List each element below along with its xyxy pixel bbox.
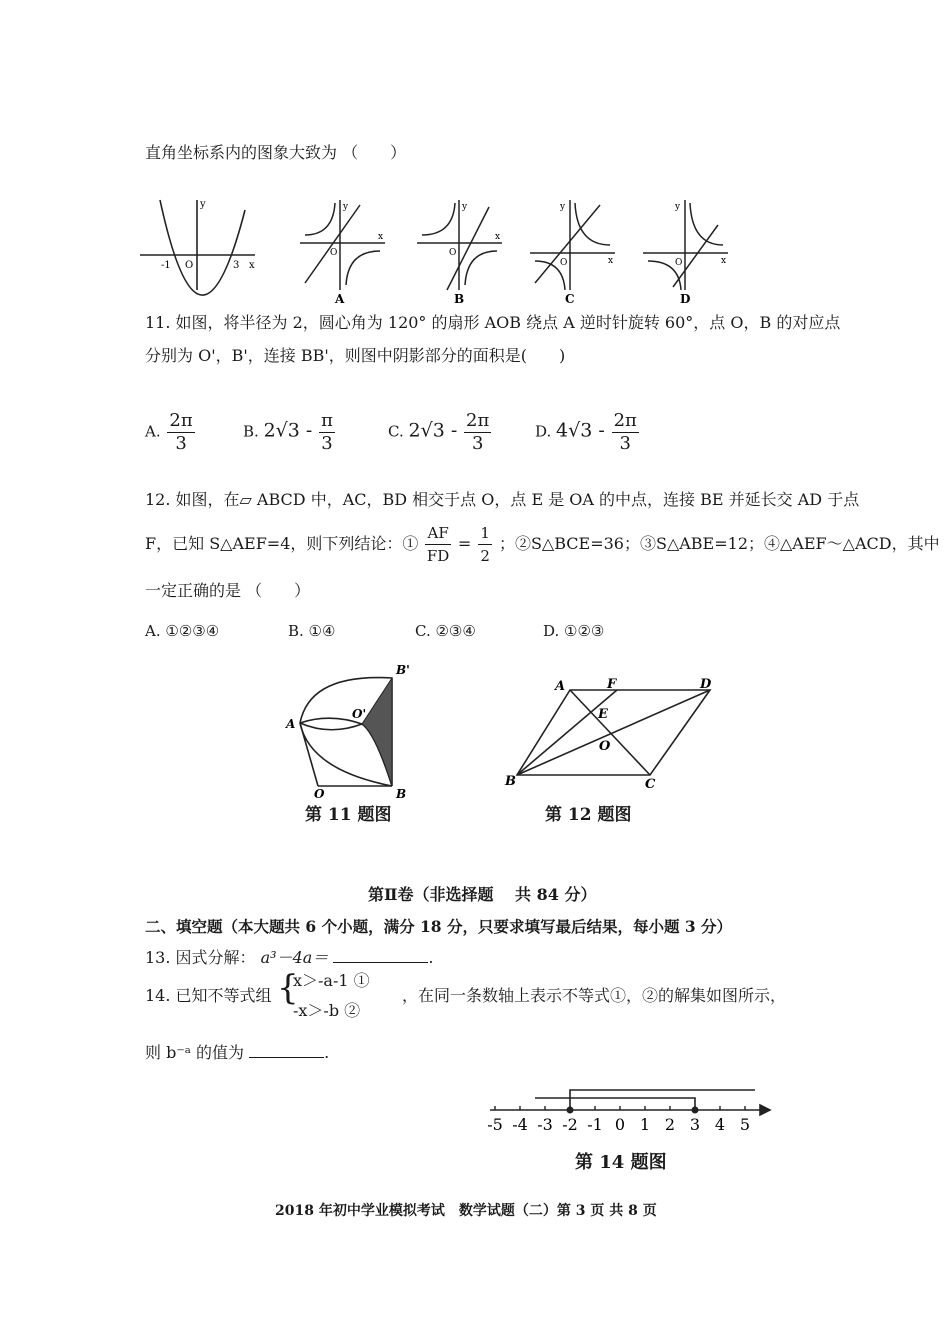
q11-line1: 11. 如图，将半径为 2，圆心角为 120° 的扇形 AOB 绕点 A 逆时针旋转 60°，点 O，B 的对应点 bbox=[145, 313, 841, 332]
fig11-label-b: B bbox=[396, 787, 407, 798]
fig11-shaded-region bbox=[362, 678, 392, 786]
option-a-label: A bbox=[335, 292, 345, 306]
fig11-label-o-prime: O' bbox=[352, 707, 367, 721]
q11-b-pre: 2√3 - bbox=[263, 419, 313, 442]
q12-option-a: A. ①②③④ bbox=[145, 622, 220, 640]
fig11-caption: 第 11 题图 bbox=[305, 805, 392, 825]
q13-text: 13. 因式分解： bbox=[145, 948, 256, 967]
q11-option-c bbox=[388, 410, 493, 455]
fig12-caption: 第 12 题图 bbox=[545, 805, 632, 825]
number-line-tick-label: 1 bbox=[639, 1115, 651, 1134]
q10-graphs bbox=[135, 195, 735, 310]
option-a-origin: O bbox=[330, 248, 338, 258]
q13-expr: a³－4a＝ bbox=[260, 948, 329, 967]
q14-line2-end: . bbox=[324, 1043, 330, 1062]
q12-eq: = bbox=[457, 534, 472, 553]
option-a-x: x bbox=[378, 232, 384, 242]
option-c-origin: O bbox=[560, 258, 568, 268]
q14-answer-blank[interactable] bbox=[249, 1043, 324, 1058]
option-b-y: y bbox=[462, 202, 468, 212]
option-c-x: x bbox=[608, 256, 614, 266]
q11-a-den: 3 bbox=[175, 433, 187, 454]
fig12-label-f: F bbox=[607, 677, 617, 692]
q14-line2 bbox=[145, 1040, 329, 1063]
number-line-tick-label: -3 bbox=[537, 1115, 553, 1134]
fig12-label-o: O bbox=[599, 739, 611, 754]
option-d-x: x bbox=[721, 256, 727, 266]
fig14-caption: 第 14 题图 bbox=[575, 1152, 667, 1173]
q11-d-pre: 4√3 - bbox=[556, 419, 605, 442]
option-a-graph bbox=[300, 200, 385, 306]
q12-line3: 一定正确的是 （ ） bbox=[145, 581, 311, 600]
given-x-label: x bbox=[249, 260, 255, 271]
fig12-label-e: E bbox=[598, 707, 608, 722]
q11-b-den: 3 bbox=[321, 433, 333, 454]
fig11-label-b-prime: B' bbox=[396, 663, 410, 677]
number-line-tick-label: 5 bbox=[739, 1115, 751, 1134]
given-origin-label: O bbox=[185, 260, 194, 271]
q11-d-den: 3 bbox=[619, 433, 631, 454]
q12-frac2-den: 2 bbox=[480, 547, 490, 565]
q12-line2-post: ；②S△BCE=36；③S△ABE=12；④△AEF～△ACD，其中 bbox=[498, 534, 940, 553]
given-3-label: 3 bbox=[233, 260, 240, 271]
number-line-tick-label: -5 bbox=[487, 1115, 503, 1134]
number-line-tick-label: -4 bbox=[512, 1115, 528, 1134]
option-d-origin: O bbox=[675, 258, 683, 268]
option-c-label: C bbox=[565, 292, 575, 306]
set2-bracket bbox=[535, 1098, 695, 1110]
given-y-label: y bbox=[200, 199, 206, 210]
q11-a-num: 2π bbox=[169, 410, 193, 431]
q11-d-num: 2π bbox=[613, 410, 637, 431]
given-parabola-graph bbox=[140, 200, 255, 295]
number-line-tick-label: 2 bbox=[664, 1115, 676, 1134]
q12-line2 bbox=[145, 522, 940, 567]
option-d-y: y bbox=[675, 202, 681, 212]
q14-ineq1: x＞-a-1 ① bbox=[293, 971, 370, 990]
number-line-tick-label: -1 bbox=[587, 1115, 603, 1134]
number-line-arrow bbox=[760, 1105, 770, 1115]
q12-option-d: D. ①②③ bbox=[543, 622, 605, 640]
fig14-number-line bbox=[480, 1078, 780, 1138]
q11-c-num: 2π bbox=[466, 410, 490, 431]
q13-answer-blank[interactable] bbox=[333, 948, 428, 963]
set2-endpoint bbox=[692, 1107, 699, 1114]
q11-b-label: B. bbox=[243, 422, 259, 441]
number-line-tick-label: -2 bbox=[562, 1115, 578, 1134]
option-c-y: y bbox=[560, 202, 566, 212]
q14-line2-text: 则 b⁻ᵃ 的值为 bbox=[145, 1043, 245, 1062]
q11-c-label: C. bbox=[388, 422, 404, 441]
option-b-graph bbox=[417, 200, 502, 306]
fig11-diagram bbox=[280, 658, 420, 798]
option-c-graph bbox=[530, 200, 615, 306]
q13-end: . bbox=[428, 948, 434, 967]
option-b-label: B bbox=[454, 292, 465, 306]
q12-line2-pre: F，已知 S△AEF=4，则下列结论：① bbox=[145, 534, 419, 553]
q11-option-b bbox=[243, 410, 337, 455]
q11-line2: 分别为 O'，B'，连接 BB'，则图中阴影部分的面积是( ) bbox=[145, 346, 566, 365]
q11-c-den: 3 bbox=[471, 433, 484, 454]
number-line-tick-label: 0 bbox=[614, 1115, 626, 1134]
q12-line1: 12. 如图，在▱ ABCD 中，AC，BD 相交于点 O，点 E 是 OA 的中点，连接 BE 并延长交 AD 于点 bbox=[145, 490, 860, 509]
set1-bracket bbox=[570, 1090, 755, 1110]
q11-option-d bbox=[535, 410, 641, 455]
q14-ineq2: -x＞-b ② bbox=[293, 1001, 361, 1020]
page-footer: 2018 年初中学业模拟考试 数学试题（二）第 3 页 共 8 页 bbox=[275, 1203, 657, 1219]
q11-b-num: π bbox=[321, 410, 333, 431]
option-b-origin: O bbox=[449, 248, 457, 258]
q12-frac1-den: FD bbox=[426, 547, 450, 565]
q12-option-c: C. ②③④ bbox=[415, 622, 476, 640]
q11-c-pre: 2√3 - bbox=[408, 419, 458, 442]
q11-option-a bbox=[145, 410, 197, 455]
fig12-label-b: B bbox=[505, 774, 516, 789]
fig11-label-o: O bbox=[314, 787, 325, 798]
q13 bbox=[145, 945, 434, 968]
section2-title: 第Ⅱ卷（非选择题 共 84 分） bbox=[368, 885, 597, 904]
q12-option-b: B. ①④ bbox=[288, 622, 336, 640]
q14-brace: { bbox=[277, 968, 299, 1008]
q14-pre: 14. 已知不等式组 bbox=[145, 986, 272, 1005]
fig11-label-a: A bbox=[286, 717, 296, 731]
fig12-label-c: C bbox=[645, 777, 656, 792]
fig12-diagram bbox=[495, 670, 725, 800]
set1-endpoint bbox=[567, 1107, 574, 1114]
number-line-tick-label: 3 bbox=[689, 1115, 701, 1134]
q14-post: ，在同一条数轴上表示不等式①，②的解集如图所示， bbox=[402, 986, 787, 1005]
q11-a-label: A. bbox=[145, 422, 161, 441]
q12-frac2-num: 1 bbox=[478, 522, 492, 545]
option-a-y: y bbox=[343, 202, 349, 212]
option-b-x: x bbox=[495, 232, 501, 242]
section2-heading: 二、填空题（本大题共 6 个小题，满分 18 分，只要求填写最后结果，每小题 3 分） bbox=[145, 917, 733, 936]
intro-line: 直角坐标系内的图象大致为 （ ） bbox=[145, 143, 407, 162]
option-d-label: D bbox=[680, 292, 691, 306]
fig12-label-d: D bbox=[700, 677, 712, 692]
option-d-graph bbox=[643, 200, 728, 306]
q12-frac1-num: AF bbox=[425, 522, 450, 545]
given-neg1-label: -1 bbox=[161, 260, 171, 271]
fig12-label-a: A bbox=[555, 679, 566, 694]
number-line-tick-label: 4 bbox=[714, 1115, 726, 1134]
q11-d-label: D. bbox=[535, 422, 552, 441]
